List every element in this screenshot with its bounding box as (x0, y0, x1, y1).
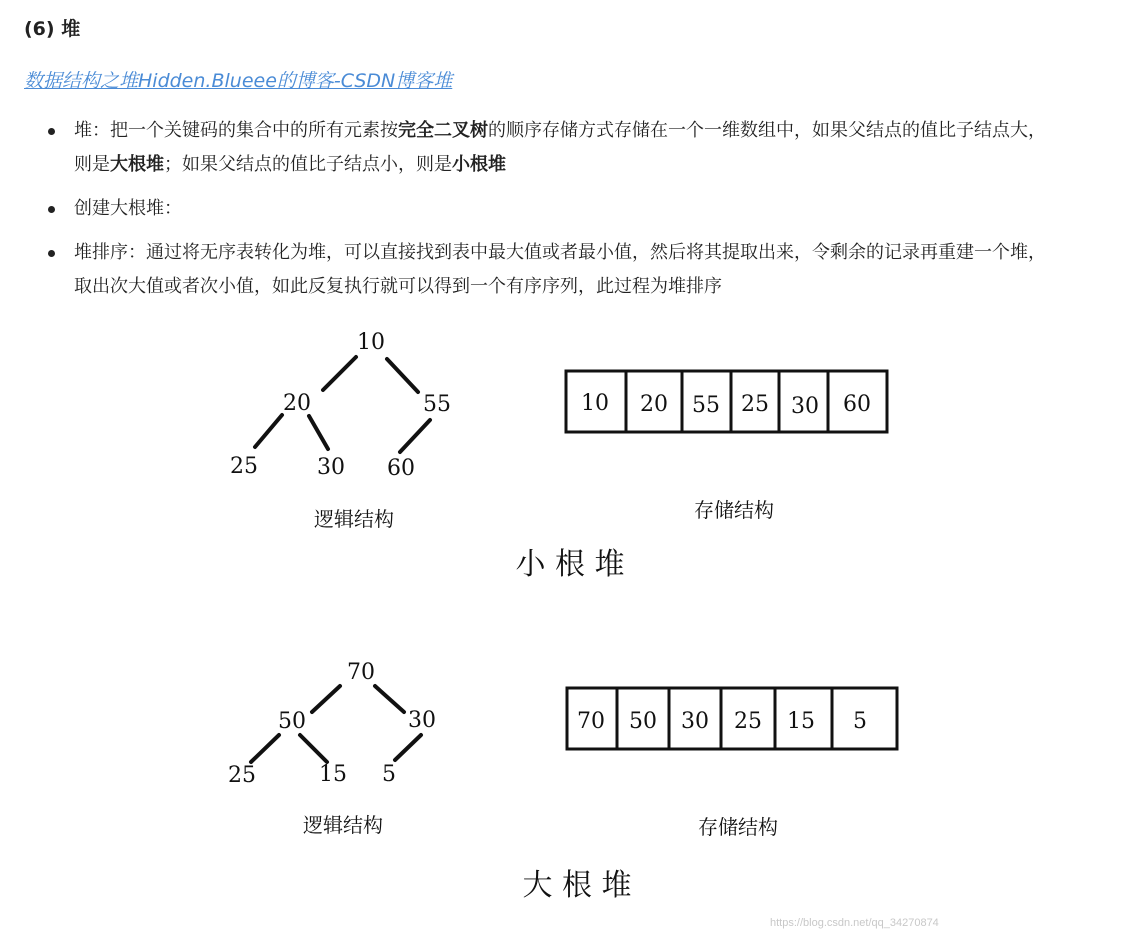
definition-text-3: ；如果父结点的值比子结点小，则是 (164, 154, 452, 175)
array-cell: 25 (741, 392, 769, 417)
array-cell: 15 (787, 709, 815, 734)
max-heap-tree-nodes (228, 660, 436, 788)
tree-node-right: 30 (408, 708, 436, 733)
array-cell: 30 (791, 394, 819, 419)
section-heading: (6) 堆 (24, 18, 81, 40)
tree-edge (323, 357, 356, 390)
array-cell: 55 (692, 393, 720, 418)
min-heap-storage-caption: 存储结构 (694, 498, 774, 522)
definition-text-1: 堆：把一个关键码的集合中的所有元素按 (74, 120, 398, 141)
min-heap-term: 小根堆 (452, 154, 506, 175)
tree-edge (395, 735, 421, 760)
min-heap-tree-edges (255, 357, 430, 452)
max-heap-term: 大根堆 (110, 154, 164, 175)
tree-node-left-left: 25 (228, 763, 256, 788)
array-border (566, 371, 887, 432)
min-heap-tree-nodes (230, 330, 451, 481)
max-heap-tree-edges (251, 686, 421, 762)
array-cell: 5 (853, 709, 867, 734)
array-cell: 20 (640, 392, 668, 417)
tree-node-left-right: 15 (319, 762, 347, 787)
array-cell: 50 (629, 709, 657, 734)
max-heap-storage-caption: 存储结构 (698, 815, 778, 839)
min-heap-array (566, 371, 887, 432)
tree-node-left: 50 (278, 709, 306, 734)
array-cell: 25 (734, 709, 762, 734)
tree-node-left-left: 25 (230, 454, 258, 479)
array-cell: 30 (681, 709, 709, 734)
tree-edge (251, 735, 279, 762)
tree-node-right: 55 (423, 392, 451, 417)
tree-edge (375, 686, 404, 712)
tree-node-left: 20 (283, 391, 311, 416)
tree-node-root: 70 (347, 660, 375, 685)
complete-binary-tree-term: 完全二叉树 (398, 120, 488, 141)
array-cell: 60 (843, 392, 871, 417)
heap-sort-text: 堆排序：通过将无序表转化为堆，可以直接找到表中最大值或者最小值，然后将其提取出来，令剩余的记录再重建一个堆，取出次大值或者次小值，如此反复执行就可以得到一个有序序列，此过程为堆排序 (74, 242, 1046, 297)
min-heap-title: 小 根 堆 (515, 547, 625, 582)
tree-edge (387, 359, 418, 392)
max-heap-array (567, 688, 897, 749)
tree-edge (300, 735, 327, 762)
max-heap-title: 大 根 堆 (522, 868, 632, 903)
tree-node-right-left: 60 (387, 456, 415, 481)
array-cell: 70 (577, 709, 605, 734)
blog-link[interactable]: 数据结构之堆Hidden.Blueee的博客-CSDN博客堆 (24, 70, 453, 92)
max-heap-logic-caption: 逻辑结构 (303, 813, 383, 837)
tree-edge (400, 420, 430, 452)
definition-text-2: 的顺序存储方式存储在一个一维数组中，如果父结点的值比子结点大，则是 (74, 120, 1046, 175)
tree-node-right-left: 5 (382, 762, 396, 787)
create-heap-text: 创建大根堆： (74, 198, 182, 219)
array-cell: 10 (581, 391, 609, 416)
tree-edge (312, 686, 340, 712)
tree-edge (255, 415, 282, 447)
tree-edge (309, 416, 328, 449)
tree-node-left-right: 30 (317, 455, 345, 480)
min-heap-logic-caption: 逻辑结构 (314, 507, 394, 531)
watermark-url: https://blog.csdn.net/qq_34270874 (770, 917, 939, 929)
tree-node-root: 10 (357, 330, 385, 355)
